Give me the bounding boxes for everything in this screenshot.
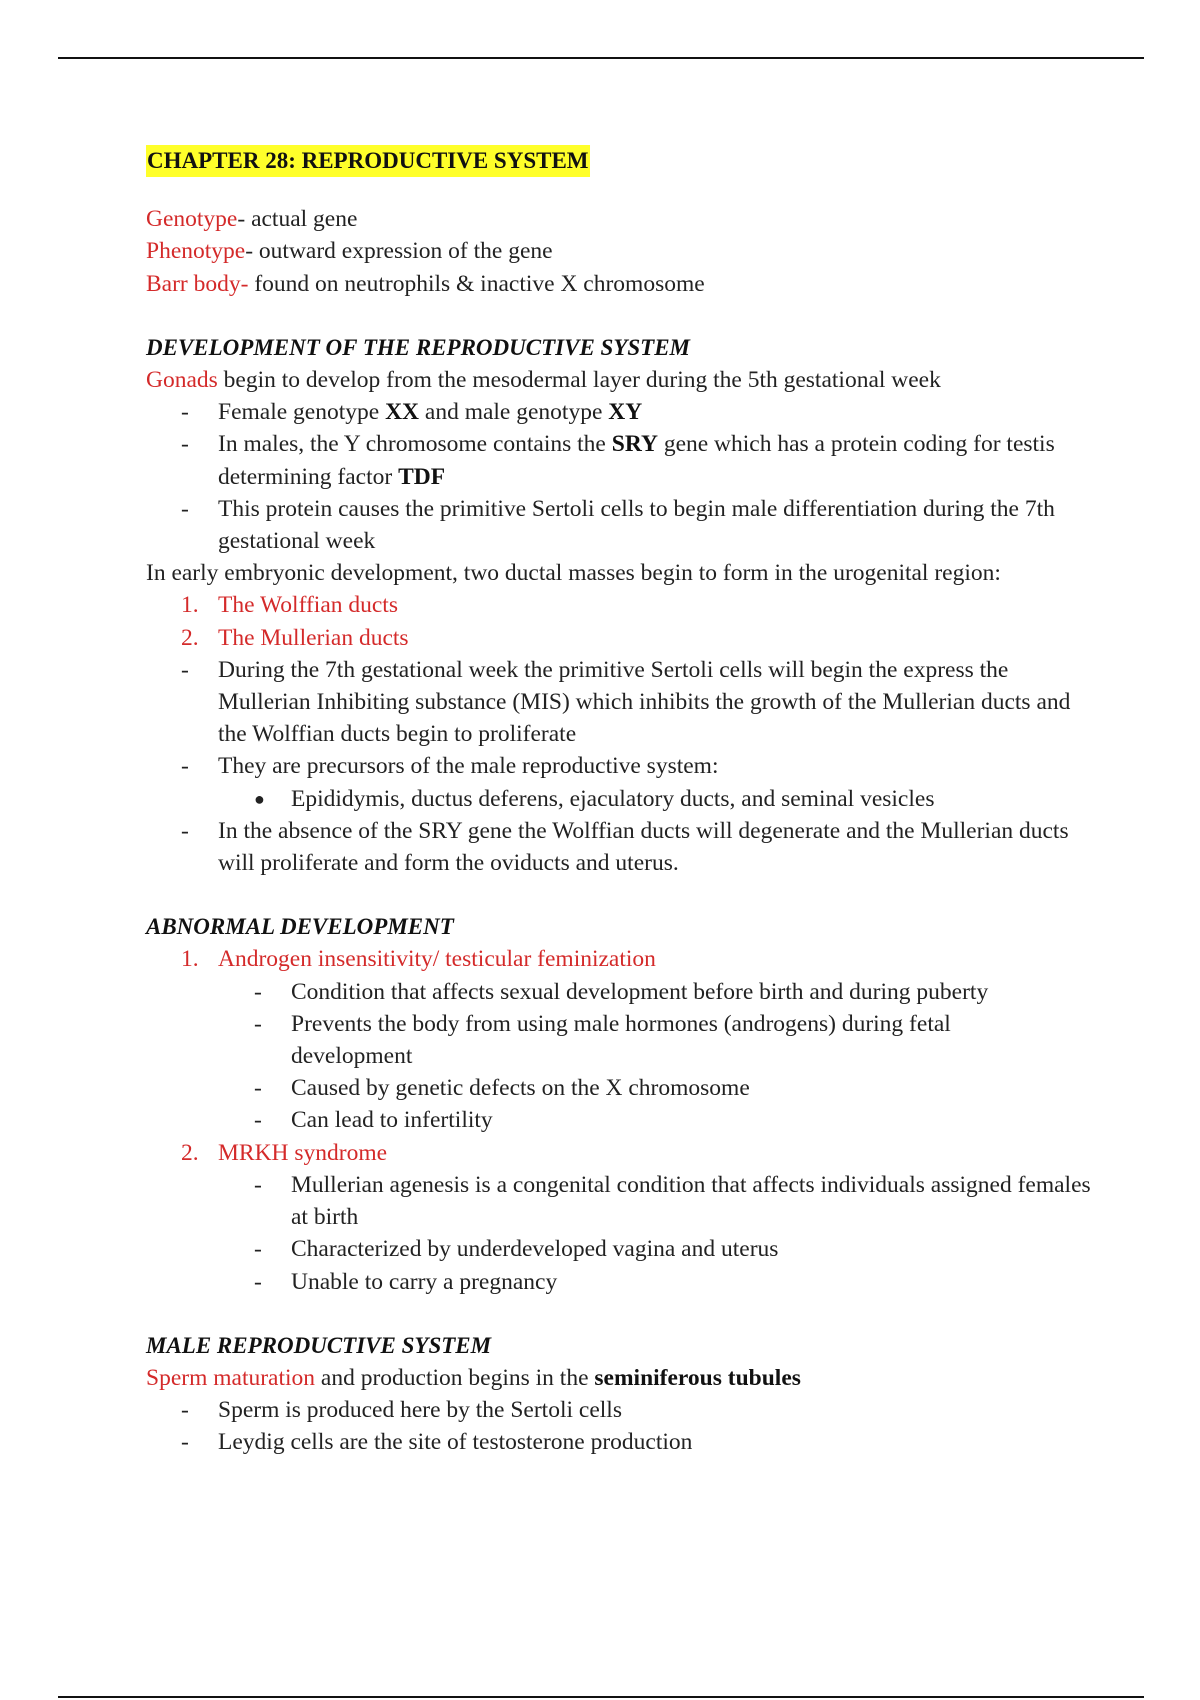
text: Mullerian agenesis is a congenital condition that affects individuals assigned females at birth (291, 1171, 1091, 1231)
term: Sperm maturation (146, 1364, 316, 1391)
sub-list-item (146, 1169, 1096, 1233)
text: Androgen insensitivity/ testicular feminization (218, 946, 656, 973)
sub-list-item (146, 976, 1096, 1008)
section-heading-development: DEVELOPMENT OF THE REPRODUCTIVE SYSTEM (146, 334, 691, 360)
dash-marker: - (254, 1236, 262, 1263)
text: Condition that affects sexual development before birth and during puberty (291, 978, 989, 1005)
list-item (146, 750, 1096, 782)
dash-marker: - (254, 1075, 262, 1102)
definition-barr-body (146, 268, 1096, 300)
bold-text: seminiferous tubules (594, 1364, 801, 1391)
numbered-item (146, 943, 1096, 975)
text: Sperm is produced here by the Sertoli cells (218, 1397, 622, 1424)
section-heading-male: MALE REPRODUCTIVE SYSTEM (146, 1332, 492, 1358)
chapter-title-line (146, 145, 1096, 177)
sub-list-item (146, 1008, 1096, 1072)
text: Leydig cells are the site of testosterone production (218, 1429, 693, 1456)
dash-marker: - (181, 1397, 189, 1424)
term: Phenotype (146, 238, 246, 265)
list-item (146, 1426, 1096, 1458)
bold-text: SRY (611, 431, 658, 458)
dash-marker: - (254, 1107, 262, 1134)
text: MRKH syndrome (218, 1139, 388, 1166)
number-marker: 2. (181, 1139, 199, 1166)
sub-list-item (146, 1072, 1096, 1104)
definition-text: found on neutrophils & inactive X chromosome (248, 270, 705, 297)
male-intro (146, 1362, 1096, 1394)
sub-list-item (146, 1104, 1096, 1136)
text: Epididymis, ductus deferens, ejaculatory ducts, and seminal vesicles (291, 785, 935, 812)
text: and male genotype (419, 399, 609, 426)
number-marker: 2. (181, 624, 199, 651)
sub-list-item (146, 1233, 1096, 1265)
sub-list-item (146, 783, 1096, 815)
text: This protein causes the primitive Sertoli cells to begin male differentiation during the 7th gestational week (218, 495, 1055, 555)
document-page (146, 145, 1096, 1459)
list-item (146, 493, 1096, 557)
numbered-item (146, 1137, 1096, 1169)
dash-marker: - (181, 431, 189, 458)
bold-text: XX (385, 399, 420, 426)
text: Unable to carry a pregnancy (291, 1268, 558, 1295)
intro-text: begin to develop from the mesodermal layer during the 5th gestational week (217, 367, 941, 394)
dash-marker: - (181, 753, 189, 780)
list-item (146, 815, 1096, 879)
list-item (146, 396, 1096, 428)
bottom-rule (58, 1696, 1144, 1698)
development-paragraph: In early embryonic development, two ductal masses begin to form in the urogenital region: (146, 560, 1001, 587)
numbered-item (146, 622, 1096, 654)
numbered-item (146, 589, 1096, 621)
text: Characterized by underdeveloped vagina and uterus (291, 1236, 779, 1263)
text: The Wolffian ducts (218, 592, 398, 619)
text: Caused by genetic defects on the X chromosome (291, 1075, 750, 1102)
dash-marker: - (181, 495, 189, 522)
text: They are precursors of the male reproductive system: (218, 753, 719, 780)
bullet-marker: ● (254, 788, 265, 809)
text: Female genotype (218, 399, 386, 426)
dash-marker: - (181, 656, 189, 683)
text: Can lead to infertility (291, 1107, 493, 1134)
text: In the absence of the SRY gene the Wolffian ducts will degenerate and the Mullerian ducts will proliferate and form the oviducts and uterus. (218, 817, 1069, 877)
definition-genotype (146, 203, 1096, 235)
text: The Mullerian ducts (218, 624, 409, 651)
sub-list-item (146, 1266, 1096, 1298)
text: During the 7th gestational week the primitive Sertoli cells will begin the express the Mullerian Inhibiting substance (MIS) which inhibits the growth of the Mullerian ducts and the Wolffian ducts begin to proliferate (218, 656, 1071, 748)
term: Genotype (146, 206, 238, 233)
definition-text: - actual gene (237, 206, 358, 233)
number-marker: 1. (181, 946, 199, 973)
dash-marker: - (181, 1429, 189, 1456)
dash-marker: - (254, 1268, 262, 1295)
text: Prevents the body from using male hormones (androgens) during fetal development (291, 1010, 951, 1070)
list-item (146, 428, 1096, 492)
text: and production begins in the (315, 1364, 595, 1391)
definition-phenotype (146, 235, 1096, 267)
number-marker: 1. (181, 592, 199, 619)
chapter-title: CHAPTER 28: REPRODUCTIVE SYSTEM (146, 145, 590, 177)
dash-marker: - (254, 978, 262, 1005)
list-item (146, 654, 1096, 751)
text: gene which has a protein coding for testis determining factor (218, 431, 1055, 490)
dash-marker: - (254, 1010, 262, 1037)
dash-marker: - (181, 399, 189, 426)
dash-marker: - (181, 817, 189, 844)
term: Gonads (146, 367, 218, 394)
development-intro (146, 364, 1096, 396)
list-item (146, 1394, 1096, 1426)
section-heading-abnormal: ABNORMAL DEVELOPMENT (146, 914, 454, 940)
dash-marker: - (254, 1171, 262, 1198)
bold-text: XY (608, 399, 643, 426)
definition-text: - outward expression of the gene (245, 238, 553, 265)
bold-text: TDF (398, 463, 446, 490)
text: In males, the Y chromosome contains the (218, 431, 612, 458)
top-rule (58, 57, 1144, 59)
term: Barr body- (146, 270, 249, 297)
